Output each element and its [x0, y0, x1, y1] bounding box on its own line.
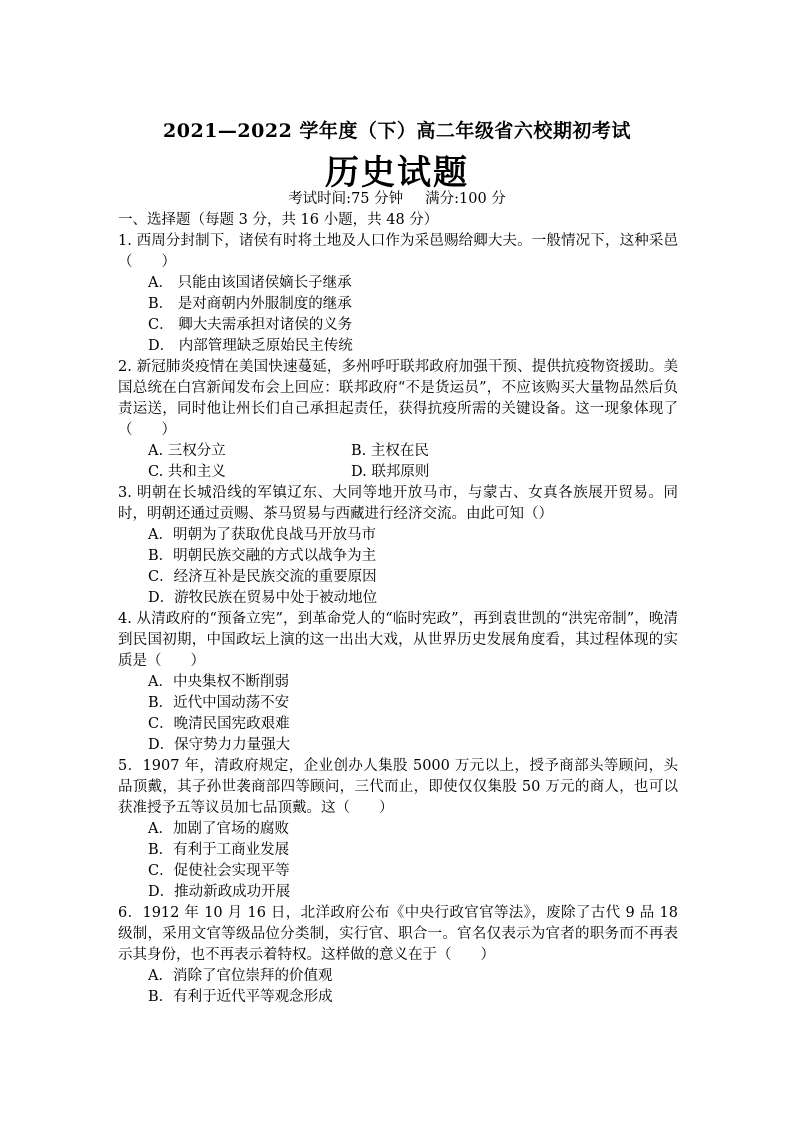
option-d: D．保守势力力量强大 — [148, 737, 291, 753]
question-5 — [118, 756, 678, 903]
option-c: C．晚清民国宪政艰难 — [148, 716, 290, 732]
option-c: C． 卿大夫需承担对诸侯的义务 — [148, 317, 353, 333]
option-d: D．推动新政成功开展 — [148, 884, 291, 900]
question-stem: 3. 明朝在长城沿线的军镇辽东、大同等地开放马市，与蒙古、女真各族展开贸易。同时，明朝还通过贡赐、茶马贸易与西藏进行经济交流。由此可知（） — [118, 485, 678, 522]
question-stem: 5．1907 年，清政府规定，企业创办人集股 5000 万元以上，授予商部头等顾问，头品顶戴，其子孙世袭商部四等顾问，三代而止，即使仅仅集股 50 万元的商人，也可以获准授予五等议员加七品顶戴。这（ ） — [118, 758, 678, 816]
option-c: C. 共和主义 — [148, 464, 226, 480]
option-row — [118, 462, 678, 483]
option-b: B．明朝民族交融的方式以战争为主 — [148, 548, 377, 564]
option-d: D． 内部管理缺乏原始民主传统 — [148, 338, 353, 354]
question-2 — [118, 357, 678, 483]
option-d: D．游牧民族在贸易中处于被动地位 — [148, 590, 378, 606]
question-stem: 2. 新冠肺炎疫情在美国快速蔓延，多州呼吁联邦政府加强干预、提供抗疫物资援助。美国总统在白宫新闻发布会上回应：联邦政府“不是货运员”，不应该购买大量物品然后负责运送，同时他让州长们自己承担起责任，获得抗疫所需的关键设备。这一现象体现了（ ） — [118, 359, 678, 438]
question-stem: 1. 西周分封制下，诸侯有时将土地及人口作为采邑赐给卿大夫。一般情况下，这种采邑（ ） — [118, 233, 678, 270]
question-6 — [118, 903, 678, 1008]
option-a: A．消除了官位崇拜的价值观 — [148, 968, 333, 984]
question-content — [118, 210, 678, 1008]
option-b: B．有利于工商业发展 — [148, 842, 290, 858]
section-heading: 一、选择题（每题 3 分，共 16 小题，共 48 分） — [118, 212, 439, 228]
option-a: A．明朝为了获取优良战马开放马市 — [148, 527, 376, 543]
subject-title: 历史试题 — [325, 153, 469, 193]
option-b: B． 是对商朝内外服制度的继承 — [148, 296, 352, 312]
question-4 — [118, 609, 678, 756]
exam-time: 考试时间:75 分钟 — [288, 191, 404, 207]
option-a: A．中央集权不断削弱 — [148, 674, 289, 690]
question-3 — [118, 483, 678, 609]
option-c: C．促使社会实现平等 — [148, 863, 290, 879]
option-b: B. 主权在民 — [351, 443, 429, 459]
question-stem: 4. 从清政府的“预备立宪”，到革命党人的“临时宪政”，再到袁世凯的“洪宪帝制”，晚清到民国初期，中国政坛上演的这一出出大戏，从世界历史发展角度看，其过程体现的实质是（ ） — [118, 611, 678, 669]
exam-title: 2021—2022 学年度（下）高二年级省六校期初考试 — [163, 120, 631, 142]
option-a: A. 三权分立 — [148, 443, 226, 459]
option-c: C．经济互补是民族交流的重要原因 — [148, 569, 377, 585]
question-1 — [118, 231, 678, 357]
option-a: A． 只能由该国诸侯嫡长子继承 — [148, 275, 352, 291]
exam-info — [0, 187, 794, 208]
option-b: B．近代中国动荡不安 — [148, 695, 290, 711]
option-b: B．有利于近代平等观念形成 — [148, 989, 333, 1005]
option-d: D. 联邦原则 — [351, 464, 430, 480]
full-score: 满分:100 分 — [425, 191, 506, 207]
option-a: A．加剧了官场的腐败 — [148, 821, 289, 837]
option-row — [118, 441, 678, 462]
question-stem: 6．1912 年 10 月 16 日，北洋政府公布《中央行政官官等法》，废除了古代 9 品 18 级制，采用文官等级品位分类制，实行官、职合一。官名仅表示为官者的职务而不再表示其身份，也不再表示着特权。这样做的意义在于（ ） — [118, 905, 678, 963]
